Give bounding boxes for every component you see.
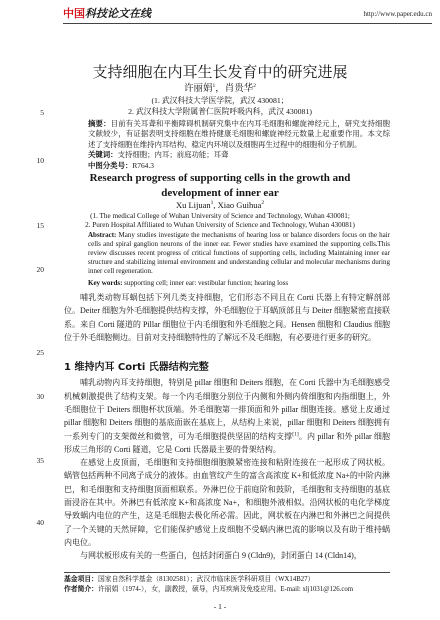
author-name: 许丽娟 — [183, 84, 213, 94]
affiliation-cn: 2. 武汉科技大学附属普仁医院呼吸内科，武汉 430081) — [128, 106, 312, 116]
keywords-en-label: Key words: — [88, 279, 123, 288]
section-heading: 1 维持内耳 Corti 氏器结构完整 — [64, 362, 209, 374]
abstract-en-text: Many studies investigate the mechanisms of hearing loss or balance disorders focus on the hair cells and spiral ganglion neurons of the inner ear. Fewer studies have examined the supporting cells.This review discusses recent progress of critical functions of supporting cells, including Maintaining inner ear structure and stabilizing internal environment and understanding cellular and molecular mechanisms during inner cell regeneration. — [88, 231, 390, 276]
authors-en — [57, 200, 383, 212]
header-divider — [63, 23, 432, 24]
footnote-divider — [64, 572, 390, 573]
authors-cn — [57, 83, 383, 96]
line-number: 20 — [36, 265, 44, 274]
footnote-author-text: 许丽娟（1974-），女，副教授，硕导，内耳疾病及免疫应用。E-mail: xlj1031@126.com — [97, 586, 354, 593]
affiliation-en: (1. The medical College of Wuhan University of Science and Technology, Wuhan 430081; — [90, 211, 350, 220]
author-name: 肖贵华 — [224, 84, 254, 94]
line-number: 25 — [36, 348, 44, 357]
page-number: - 1 - — [213, 602, 227, 611]
line-number: 35 — [36, 456, 44, 465]
affiliation-en: 2. Puren Hospital Affiliated to Wuhan University of Science and Technology, Wuhan 430081) — [85, 221, 355, 230]
classification-number — [88, 161, 390, 171]
author-name: Xiao Guihua — [217, 200, 262, 211]
author-affiliation-mark: 1 — [212, 82, 216, 89]
abstract-cn-label: 摘要： — [88, 119, 111, 128]
logo-red-part: 中国 — [63, 7, 85, 20]
classification-value: R764.3 — [132, 160, 154, 170]
site-logo — [63, 7, 151, 21]
line-number: 30 — [36, 392, 44, 401]
abstract-cn — [88, 119, 390, 150]
author-affiliation-mark: 2 — [261, 200, 265, 207]
author-separator: , — [213, 200, 218, 211]
line-number: 40 — [36, 518, 44, 527]
classification-label: 中图分类号： — [88, 160, 133, 170]
keywords-cn — [88, 150, 390, 160]
line-number: 10 — [36, 156, 44, 165]
keywords-en-text: supporting cell; inner ear: vestibular function; hearing loss — [122, 279, 289, 288]
body-paragraph-reticular-lamina: 在感觉上皮顶面，毛细胞和支持细胞细胞膜紧密连接和粘附连接在一起形成了网状板。蜗管包括两种不同离子成分的液体。由血管纹产生的富含高浓度 K+和低浓度 Na+的中阶内淋巴，和毛细胞和支持细胞顶面相联系。外淋巴位于前庭阶和鼓阶，毛细胞和支持细胞的基底面浸浴在其中。外淋巴有低浓度 K+和高浓度 Na+，和细胞外液相似。沿网状板的电化学梯度导致蜗内电位的产生，这是毛细胞去极化所必需。因此，网状板在内淋巴和外淋巴之间提供了一个关键的天然屏障，它们能保护感觉上皮细胞不受蜗内淋巴流的影响以及有助于维持蜗内电位。 — [64, 458, 390, 547]
paper-title-cn: 支持细胞在内耳生长发育中的研究进展 — [92, 63, 348, 81]
author-affiliation-mark: 1 — [210, 200, 214, 207]
abstract-en — [88, 231, 390, 276]
author-affiliation-mark: 2 — [253, 82, 257, 89]
keywords-en — [88, 278, 390, 288]
citation-mark: [1] — [292, 430, 299, 437]
abstract-en-label: Abstract: — [88, 231, 117, 240]
paragraph-text: 。内 pillar 和外 pillar 细胞形成三角形的 Corti 隧道，它是 Corti 氏器最主要的骨架结构。 — [64, 431, 390, 454]
footnote-author-label: 作者简介： — [64, 586, 98, 593]
keywords-cn-text: 支持细胞；内耳；前庭功能；耳聋 — [117, 150, 229, 160]
author-separator: ， — [215, 84, 225, 94]
logo-black-part: 科技论文在线 — [85, 7, 151, 20]
site-url-link[interactable]: http://www.paper.edu.cn — [363, 10, 432, 18]
paper-title-en: Research progress of supporting cells in the growth and development of inner ear — [89, 172, 351, 199]
abstract-cn-text: 目前有关耳聋和平衡障碍机制研究集中在内耳毛细胞和螺旋神经元上，研究支持细胞文献较少，有证据表明支持细胞在维持健康毛细胞和螺旋神经元数量上起重要作用。本文综述了支持细胞在维持内耳结构、稳定内环境以及细胞再生过程中的细胞和分子机制。 — [88, 119, 390, 149]
paper-content — [64, 62, 390, 562]
footnote-funding — [64, 575, 390, 585]
paragraph-text: 哺乳动物内耳支持细胞，特别是 pillar 细胞和 Deiters 细胞，在 Corti 氏器中为毛细胞感受机械刺激提供了结构支架。每一个内毛细胞分别位于内侧和外侧内倚细胞和内指细胞上，外毛细胞位于 Deiters 细胞杯状顶端。外毛细胞第一排顶面和外 pillar 细胞连接。感觉上皮通过 pillar 细胞和 Deiters 细胞的基底面嵌在基底上，从结构上来说，pillar 细胞和 Deiters 细胞拥有一系列专门的支架微丝和微管，可为毛细胞提供坚固的结构支撑 — [64, 378, 390, 441]
author-name: Xu Lijuan — [175, 200, 211, 211]
body-paragraph-structure — [64, 376, 390, 456]
affiliation-cn: (1. 武汉科技大学医学院，武汉 430081； — [151, 96, 289, 105]
body-paragraph-intro: 哺乳类动物耳蜗包括下列几类支持细胞，它们形态不同且在 Corti 氏器上有特定解剖部位。Deiter 细胞为外毛细胞提供结构支撑，外毛细胞位于耳蜗顶部且与 Deiter 细胞紧密直接联系。来自 Corti 隧道的 Pillar 细胞位于内毛细胞和外毛细胞之间。Hensen 细胞和 Claudius 细胞位于外毛细胞侧边。目前对支持细胞特性的了解远不及毛细胞，有必要进行更多的研究。 — [64, 293, 390, 343]
keywords-cn-label: 关键词： — [88, 150, 118, 160]
line-number: 5 — [40, 108, 44, 117]
footnote-funding-text: 国家自然科学基金（81302581）；武汉市临床医学科研项目（WX14B27） — [97, 576, 315, 583]
line-number: 15 — [36, 221, 44, 230]
body-paragraph-proteins: 与网状板形成有关的一些蛋白，包括封闭蛋白 9 (Cldn9)，封闭蛋白 14 (Cldn14)， — [80, 551, 362, 561]
footnote-author — [64, 585, 390, 595]
footnote-funding-label: 基金项目： — [64, 576, 98, 583]
